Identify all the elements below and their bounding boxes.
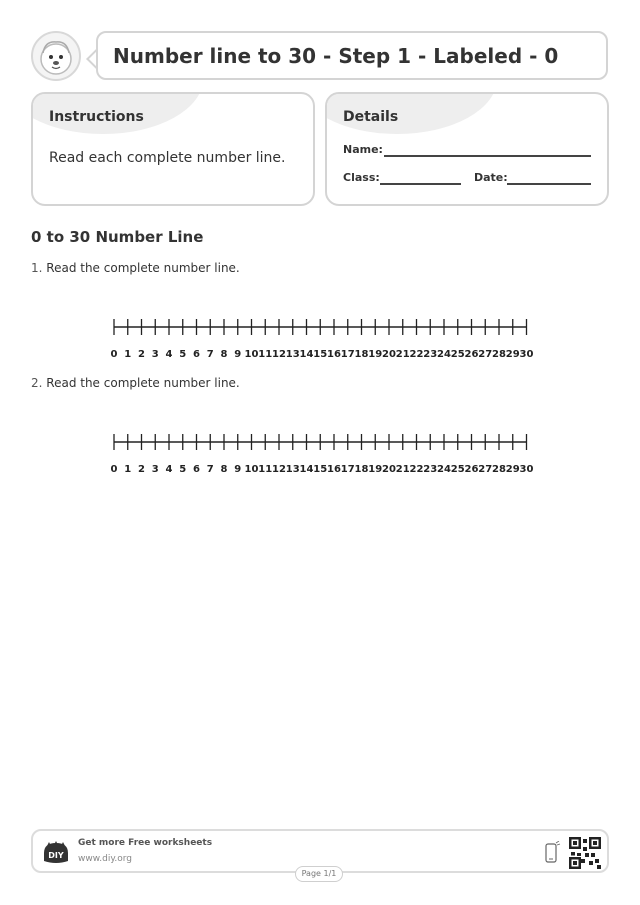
details-heading: Details xyxy=(343,109,399,125)
tick-label: 2 xyxy=(138,464,145,475)
phone-app-icon xyxy=(543,841,561,865)
tick-label: 3 xyxy=(151,349,159,360)
tick-label: 27 xyxy=(478,464,493,475)
tick-label: 16 xyxy=(327,464,341,475)
footer-promo[interactable]: Get more Free worksheets xyxy=(78,838,213,848)
tick-label: 18 xyxy=(354,349,369,360)
question-prompt: Read the complete number line. xyxy=(46,376,240,390)
tick-label: 10 xyxy=(244,464,259,475)
number-line-1 xyxy=(100,312,540,368)
tick-label: 14 xyxy=(299,349,314,360)
date-field[interactable] xyxy=(507,183,591,185)
worksheet-title: Number line to 30 - Step 1 - Labeled - 0 xyxy=(113,44,559,68)
tick-label: 20 xyxy=(382,349,396,360)
mascot-icon xyxy=(33,33,79,79)
tick-label: 6 xyxy=(193,464,200,475)
tick-label: 7 xyxy=(206,349,214,360)
section-title: 0 to 30 Number Line xyxy=(31,228,204,246)
tick-label: 17 xyxy=(340,349,355,360)
tick-label: 13 xyxy=(285,349,300,360)
mascot-avatar xyxy=(31,31,81,81)
tick-label: 28 xyxy=(492,349,506,360)
tick-label: 17 xyxy=(340,464,355,475)
tick-label: 19 xyxy=(368,349,383,360)
tick-label: 26 xyxy=(464,349,479,360)
tick-label: 1 xyxy=(124,349,132,360)
tick-label: 6 xyxy=(193,349,200,360)
tick-label: 30 xyxy=(519,349,534,360)
tick-label: 29 xyxy=(505,464,520,475)
tick-label: 13 xyxy=(285,464,300,475)
tick-label: 9 xyxy=(234,349,242,360)
question-number: 1. xyxy=(31,261,43,275)
question-2 xyxy=(31,376,240,390)
tick-label: 23 xyxy=(423,349,438,360)
tick-label: 25 xyxy=(450,349,465,360)
tick-label: 0 xyxy=(110,464,118,475)
tick-label: 29 xyxy=(505,349,520,360)
logo-text: DIY xyxy=(48,851,64,860)
tick-label: 26 xyxy=(464,464,479,475)
class-field[interactable] xyxy=(380,183,461,185)
footer-url[interactable]: www.diy.org xyxy=(78,854,132,864)
tick-label: 15 xyxy=(313,464,328,475)
question-prompt: Read the complete number line. xyxy=(46,261,240,275)
tick-label: 28 xyxy=(492,464,506,475)
date-label: Date: xyxy=(474,171,508,184)
tick-label: 4 xyxy=(165,349,173,360)
instructions-panel xyxy=(31,92,315,206)
tick-label: 7 xyxy=(206,464,214,475)
name-label: Name: xyxy=(343,143,383,156)
tick-label: 24 xyxy=(437,349,451,360)
instructions-heading: Instructions xyxy=(49,109,144,125)
tick-label: 14 xyxy=(299,464,314,475)
tick-label: 22 xyxy=(409,464,424,475)
tick-label: 19 xyxy=(368,464,383,475)
name-field[interactable] xyxy=(384,155,591,157)
tick-label: 8 xyxy=(220,349,228,360)
tick-label: 18 xyxy=(354,464,369,475)
tick-label: 20 xyxy=(382,464,396,475)
diy-logo-icon[interactable] xyxy=(42,841,70,865)
tick-label: 10 xyxy=(244,349,259,360)
tick-label: 30 xyxy=(519,464,534,475)
instructions-text: Read each complete number line. xyxy=(49,150,286,166)
tick-label: 23 xyxy=(423,464,438,475)
tick-label: 2 xyxy=(138,349,145,360)
tick-label: 1 xyxy=(124,464,132,475)
page-indicator: Page 1/1 xyxy=(295,866,343,882)
question-number: 2. xyxy=(31,376,43,390)
qr-code-icon[interactable] xyxy=(569,837,601,869)
tick-label: 9 xyxy=(234,464,242,475)
tick-label: 12 xyxy=(272,464,286,475)
tick-label: 16 xyxy=(327,349,341,360)
tick-label: 15 xyxy=(313,349,328,360)
tick-label: 27 xyxy=(478,349,493,360)
tick-label: 21 xyxy=(395,464,410,475)
tick-label: 5 xyxy=(179,349,187,360)
title-bubble xyxy=(96,31,608,80)
number-line-2 xyxy=(100,427,540,483)
tick-label: 4 xyxy=(165,464,173,475)
tick-label: 3 xyxy=(151,464,159,475)
tick-label: 12 xyxy=(272,349,286,360)
tick-label: 24 xyxy=(437,464,451,475)
tick-label: 11 xyxy=(258,349,273,360)
tick-label: 5 xyxy=(179,464,187,475)
tick-label: 11 xyxy=(258,464,273,475)
tick-label: 22 xyxy=(409,349,424,360)
tick-label: 21 xyxy=(395,349,410,360)
tick-label: 8 xyxy=(220,464,228,475)
details-panel xyxy=(325,92,609,206)
tick-label: 0 xyxy=(110,349,118,360)
tick-label: 25 xyxy=(450,464,465,475)
class-label: Class: xyxy=(343,171,380,184)
question-1 xyxy=(31,261,240,275)
